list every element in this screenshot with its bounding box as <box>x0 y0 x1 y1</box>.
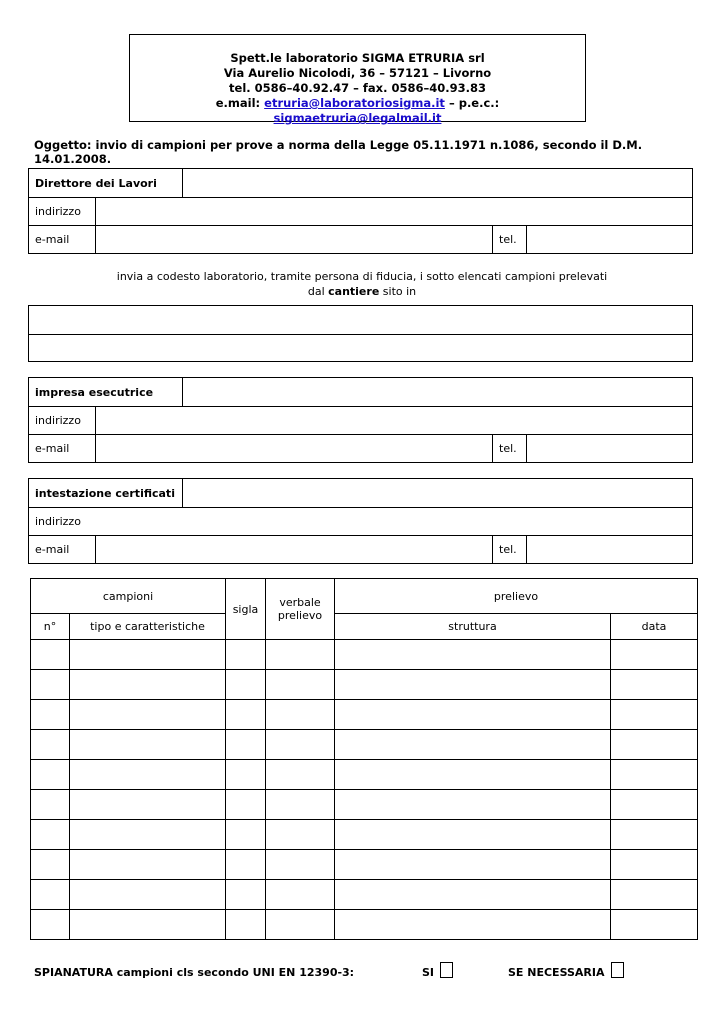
sample-cell-verbale[interactable] <box>266 640 335 670</box>
certificates-block <box>28 478 693 564</box>
director-email-label: e-mail <box>35 232 70 246</box>
sample-cell-data[interactable] <box>611 730 698 760</box>
lab-contacts <box>130 96 585 126</box>
col-prelievo: prelievo <box>335 579 698 614</box>
sample-cell-data[interactable] <box>611 910 698 940</box>
site-block <box>28 305 693 362</box>
sample-cell-data[interactable] <box>611 700 698 730</box>
sample-cell-verbale[interactable] <box>266 730 335 760</box>
company-tel-label: tel. <box>499 441 517 455</box>
sample-cell-data[interactable] <box>611 880 698 910</box>
sample-cell-sigla[interactable] <box>226 730 266 760</box>
sample-cell-data[interactable] <box>611 850 698 880</box>
option-si[interactable] <box>422 962 453 979</box>
company-tel-field[interactable] <box>527 434 692 462</box>
pec-label: – p.e.c.: <box>448 96 500 110</box>
sample-cell-struttura[interactable] <box>335 880 611 910</box>
sample-row <box>31 640 698 670</box>
sample-row <box>31 670 698 700</box>
company-name-field[interactable] <box>183 378 692 406</box>
sample-cell-tipo[interactable] <box>70 700 226 730</box>
sample-cell-tipo[interactable] <box>70 730 226 760</box>
sample-cell-sigla[interactable] <box>226 700 266 730</box>
email-label: e.mail: <box>215 96 261 110</box>
director-title: Direttore dei Lavori <box>35 176 157 190</box>
sending-statement <box>0 269 724 299</box>
se-necessaria-label: SE NECESSARIA <box>508 966 605 979</box>
sample-cell-struttura[interactable] <box>335 910 611 940</box>
sample-rows <box>31 640 698 940</box>
sample-cell-struttura[interactable] <box>335 850 611 880</box>
company-block <box>28 377 693 463</box>
director-address-label: indirizzo <box>35 204 81 218</box>
col-tipo: tipo e caratteristiche <box>70 614 226 640</box>
sample-cell-sigla[interactable] <box>226 790 266 820</box>
option-se-necessaria[interactable] <box>508 962 624 979</box>
sample-cell-n[interactable] <box>31 880 70 910</box>
certificates-address-label[interactable]: indirizzo <box>35 514 81 528</box>
director-address-field[interactable] <box>96 197 692 225</box>
sample-cell-struttura[interactable] <box>335 640 611 670</box>
lab-pec-link[interactable]: sigmaetruria@legalmail.it <box>273 111 442 125</box>
company-address-field[interactable] <box>96 406 692 434</box>
sample-cell-n[interactable] <box>31 730 70 760</box>
sample-row <box>31 700 698 730</box>
sample-cell-verbale[interactable] <box>266 670 335 700</box>
col-verbale-prelievo: verbale prelievo <box>266 579 335 640</box>
sending-suffix: sito in <box>382 285 417 298</box>
sample-cell-verbale[interactable] <box>266 760 335 790</box>
sample-cell-n[interactable] <box>31 670 70 700</box>
sample-cell-verbale[interactable] <box>266 820 335 850</box>
director-block <box>28 168 693 254</box>
sample-cell-tipo[interactable] <box>70 850 226 880</box>
sample-cell-sigla[interactable] <box>226 640 266 670</box>
sample-cell-tipo[interactable] <box>70 640 226 670</box>
sample-cell-struttura[interactable] <box>335 820 611 850</box>
certificates-email-field[interactable] <box>96 535 492 563</box>
director-name-field[interactable] <box>183 169 692 197</box>
sample-row <box>31 760 698 790</box>
site-field-1[interactable] <box>29 306 692 334</box>
spianatura-row <box>34 962 694 982</box>
company-address-label: indirizzo <box>35 413 81 427</box>
sample-cell-struttura[interactable] <box>335 670 611 700</box>
sample-cell-n[interactable] <box>31 760 70 790</box>
lab-phone-fax: tel. 0586–40.92.47 – fax. 0586–40.93.83 <box>229 81 486 95</box>
sample-cell-data[interactable] <box>611 790 698 820</box>
sample-row <box>31 850 698 880</box>
company-email-field[interactable] <box>96 434 492 462</box>
sending-cantiere: cantiere <box>328 285 380 298</box>
sending-line-1: invia a codesto laboratorio, tramite persona di fiducia, i sotto elencati campioni prelevati <box>116 270 608 283</box>
spianatura-label: SPIANATURA campioni cls secondo UNI EN 12390-3: <box>34 966 355 979</box>
certificates-tel-label: tel. <box>499 542 517 556</box>
certificates-email-label: e-mail <box>35 542 70 556</box>
sample-cell-tipo[interactable] <box>70 760 226 790</box>
sample-cell-sigla[interactable] <box>226 850 266 880</box>
sample-row <box>31 820 698 850</box>
col-campioni: campioni <box>31 579 226 614</box>
lab-name: Spett.le laboratorio SIGMA ETRURIA srl <box>230 51 485 65</box>
sample-cell-n[interactable] <box>31 790 70 820</box>
sample-row <box>31 730 698 760</box>
sample-cell-sigla[interactable] <box>226 880 266 910</box>
director-email-field[interactable] <box>96 225 492 253</box>
sample-cell-n[interactable] <box>31 640 70 670</box>
sample-cell-sigla[interactable] <box>226 760 266 790</box>
company-title: impresa esecutrice <box>35 385 154 399</box>
sample-cell-verbale[interactable] <box>266 880 335 910</box>
sample-cell-n[interactable] <box>31 910 70 940</box>
sample-cell-tipo[interactable] <box>70 790 226 820</box>
sample-cell-tipo[interactable] <box>70 820 226 850</box>
sample-cell-verbale[interactable] <box>266 910 335 940</box>
se-necessaria-checkbox[interactable] <box>611 962 624 978</box>
sample-cell-verbale[interactable] <box>266 850 335 880</box>
sample-row <box>31 790 698 820</box>
director-tel-field[interactable] <box>527 225 692 253</box>
sample-cell-tipo[interactable] <box>70 880 226 910</box>
company-email-label: e-mail <box>35 441 70 455</box>
sample-cell-n[interactable] <box>31 700 70 730</box>
sample-cell-n[interactable] <box>31 850 70 880</box>
sample-cell-verbale[interactable] <box>266 700 335 730</box>
sample-cell-struttura[interactable] <box>335 760 611 790</box>
col-struttura: struttura <box>335 614 611 640</box>
site-field-2[interactable] <box>29 335 692 362</box>
certificates-tel-field[interactable] <box>527 535 692 563</box>
samples-table <box>30 578 698 940</box>
sending-line-2 <box>0 284 724 299</box>
sample-cell-verbale[interactable] <box>266 790 335 820</box>
sample-cell-data[interactable] <box>611 760 698 790</box>
sample-cell-sigla[interactable] <box>226 670 266 700</box>
sample-cell-n[interactable] <box>31 820 70 850</box>
sample-cell-struttura[interactable] <box>335 700 611 730</box>
sample-cell-tipo[interactable] <box>70 910 226 940</box>
sample-row <box>31 880 698 910</box>
sending-prefix: dal <box>307 285 325 298</box>
lab-email-link[interactable]: etruria@laboratoriosigma.it <box>264 96 445 110</box>
col-sigla: sigla <box>226 579 266 640</box>
lab-address: Via Aurelio Nicolodi, 36 – 57121 – Livorno <box>223 66 492 80</box>
laboratory-address-box <box>129 34 586 125</box>
col-n: n° <box>31 614 70 640</box>
si-checkbox[interactable] <box>440 962 453 978</box>
subject-line: Oggetto: invio di campioni per prove a norma della Legge 05.11.1971 n.1086, secondo il D.M. 14.01.2008. <box>34 138 643 166</box>
sample-cell-struttura[interactable] <box>335 730 611 760</box>
sample-row <box>31 910 698 940</box>
si-label: SI <box>422 966 435 979</box>
director-tel-label: tel. <box>499 232 517 246</box>
sample-cell-struttura[interactable] <box>335 790 611 820</box>
sample-cell-sigla[interactable] <box>226 910 266 940</box>
certificates-title: intestazione certificati <box>35 486 175 500</box>
sample-cell-data[interactable] <box>611 640 698 670</box>
sample-cell-sigla[interactable] <box>226 820 266 850</box>
sample-cell-tipo[interactable] <box>70 670 226 700</box>
sample-cell-data[interactable] <box>611 820 698 850</box>
sample-cell-data[interactable] <box>611 670 698 700</box>
certificates-name-field[interactable] <box>183 479 692 507</box>
col-data: data <box>611 614 698 640</box>
